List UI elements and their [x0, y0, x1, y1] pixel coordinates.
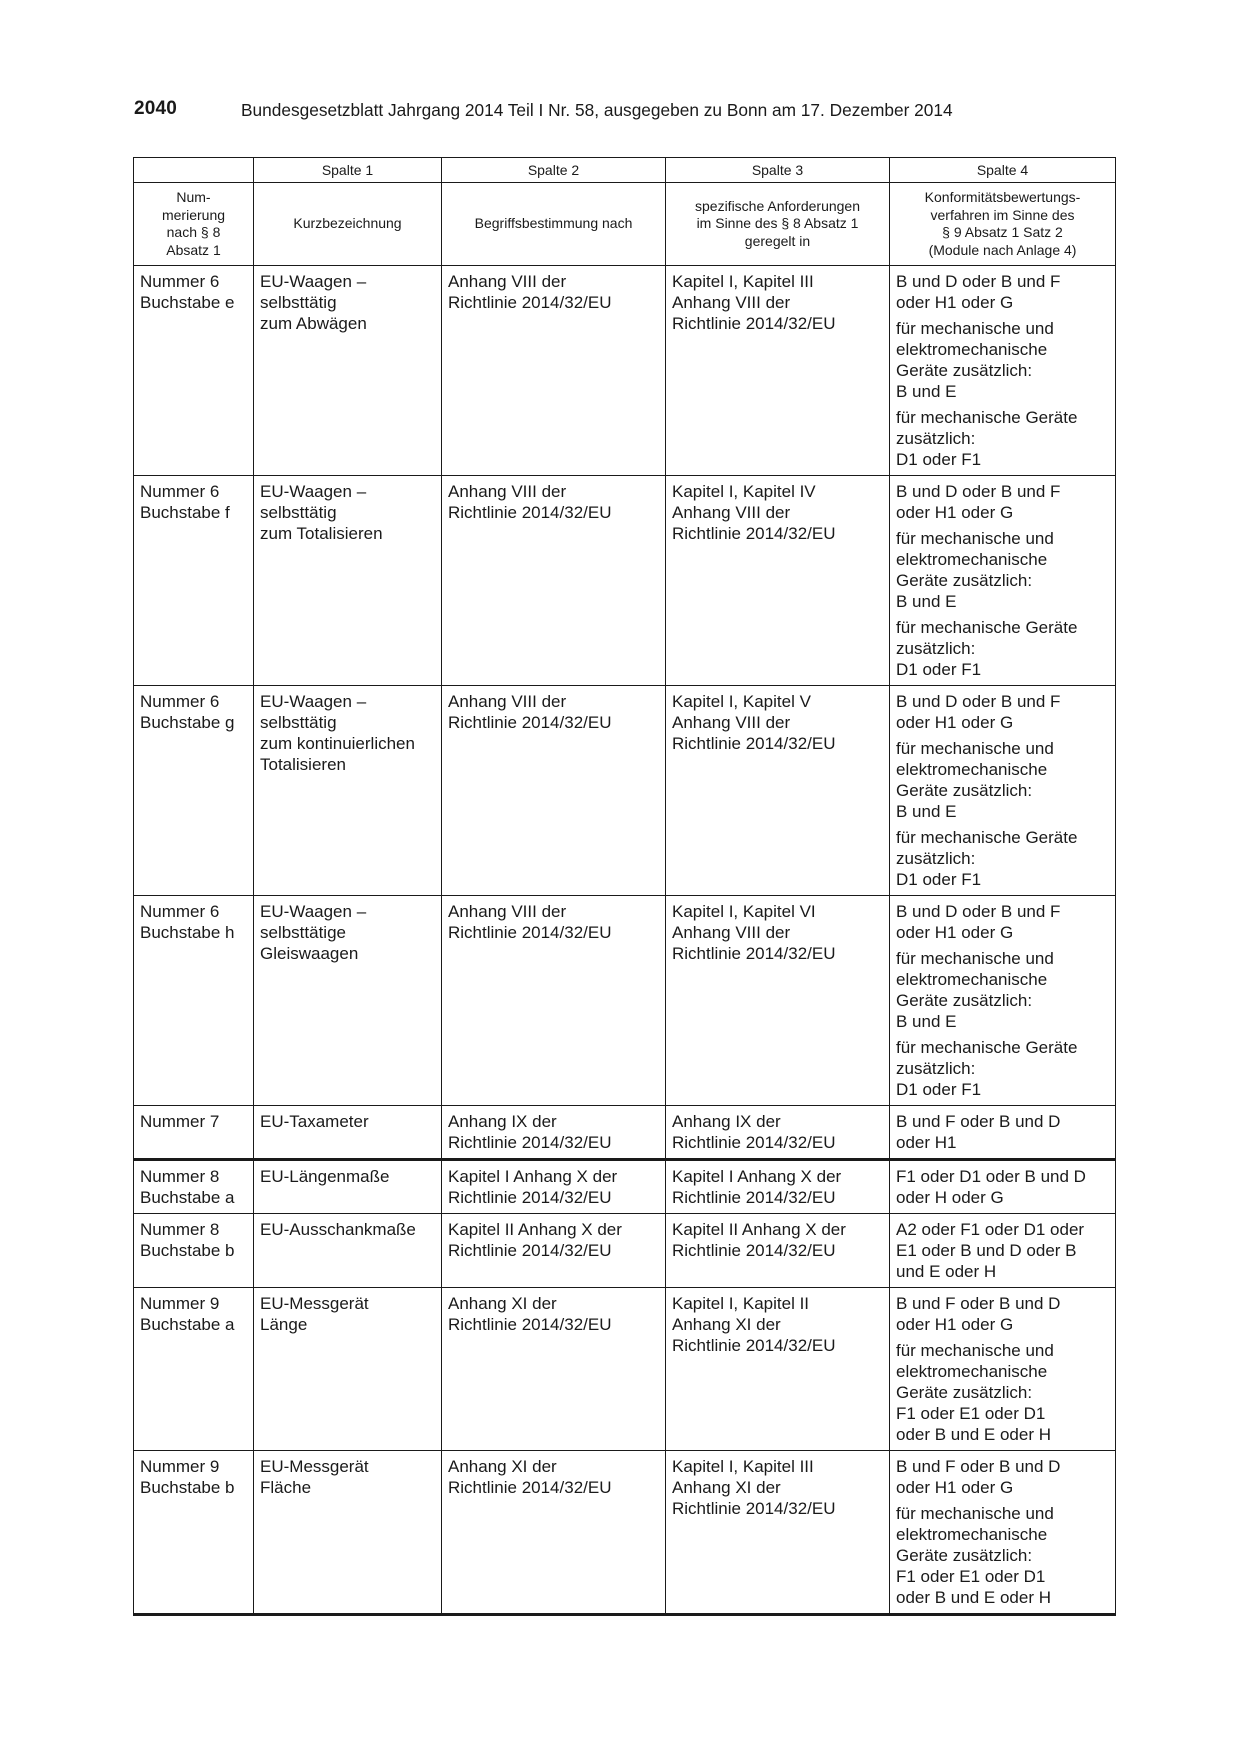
- text-line: Kapitel II Anhang X der: [672, 1220, 846, 1239]
- text-line: Kapitel I, Kapitel II: [672, 1294, 810, 1313]
- procedure-paragraph: [896, 827, 1109, 890]
- text-line: B und D oder B und F: [896, 272, 1061, 291]
- text-line: B und D oder B und F: [896, 902, 1061, 921]
- text-line: Nummer 7: [140, 1112, 220, 1131]
- text-line: Nummer 6: [140, 482, 220, 501]
- text-line: EU-Waagen –: [260, 692, 367, 711]
- text-line: Anhang XI der: [448, 1457, 557, 1476]
- procedure-paragraph: [896, 691, 1109, 733]
- text-line: B und F oder B und D: [896, 1294, 1061, 1313]
- cell-begriffsbestimmung: [442, 266, 666, 476]
- text-line: EU-Taxameter: [260, 1112, 369, 1131]
- text-line: Nummer 6: [140, 902, 220, 921]
- text-line: Absatz 1: [166, 241, 221, 258]
- text-line: F1 oder E1 oder D1: [896, 1567, 1046, 1586]
- text-line: selbsttätig: [260, 713, 337, 732]
- procedure-paragraph: [896, 1037, 1109, 1100]
- text-line: zusätzlich:: [896, 429, 976, 448]
- table-row: [134, 1451, 1116, 1615]
- text-line: EU-Längenmaße: [260, 1167, 390, 1186]
- procedure-paragraph: [896, 481, 1109, 523]
- text-line: im Sinne des § 8 Absatz 1: [696, 215, 859, 232]
- text-line: F1 oder D1 oder B und D: [896, 1167, 1086, 1186]
- text-line: Länge: [260, 1315, 308, 1334]
- procedure-paragraph: [896, 1166, 1109, 1208]
- text-line: geregelt in: [744, 232, 811, 249]
- column-header-konformitaet: [890, 183, 1116, 266]
- text-line: für mechanische und: [896, 529, 1054, 548]
- text-line: oder B und E oder H: [896, 1588, 1051, 1607]
- cell-begriffsbestimmung: [442, 686, 666, 896]
- text-line: Kapitel I, Kapitel III: [672, 272, 814, 291]
- table-row: [134, 1288, 1116, 1451]
- spalte-header-4: Spalte 4: [890, 158, 1116, 183]
- regulation-table: [133, 157, 1116, 1616]
- text-line: D1 oder F1: [896, 450, 982, 469]
- text-line: Nummer 8: [140, 1167, 220, 1186]
- procedure-paragraph: [896, 1111, 1109, 1153]
- cell-kurzbezeichnung: [254, 1160, 442, 1214]
- text-line: Anhang XI der: [672, 1315, 781, 1334]
- text-line: Kapitel I, Kapitel III: [672, 1457, 814, 1476]
- text-line: D1 oder F1: [896, 1080, 982, 1099]
- text-line: oder H1: [896, 1133, 957, 1152]
- page-header: [134, 98, 1114, 128]
- procedure-paragraph: [896, 1503, 1109, 1608]
- text-line: Geräte zusätzlich:: [896, 571, 1033, 590]
- text-line: Geräte zusätzlich:: [896, 1546, 1033, 1565]
- text-line: oder H1 oder G: [896, 293, 1014, 312]
- cell-nummerierung: [134, 896, 254, 1106]
- cell-konformitaetsbewertung: [890, 896, 1116, 1106]
- cell-anforderungen: [666, 1106, 890, 1160]
- text-line: für mechanische Geräte: [896, 828, 1078, 847]
- text-line: Richtlinie 2014/32/EU: [672, 524, 836, 543]
- cell-anforderungen: [666, 686, 890, 896]
- text-line: oder H oder G: [896, 1188, 1004, 1207]
- cell-begriffsbestimmung: [442, 1106, 666, 1160]
- cell-konformitaetsbewertung: [890, 266, 1116, 476]
- procedure-paragraph: [896, 617, 1109, 680]
- text-line: Buchstabe g: [140, 713, 235, 732]
- text-line: EU-Waagen –: [260, 902, 367, 921]
- text-line: selbsttätig: [260, 293, 337, 312]
- text-line: oder H1 oder G: [896, 923, 1014, 942]
- cell-anforderungen: [666, 1451, 890, 1615]
- column-header-anforderungen: [666, 183, 890, 266]
- text-line: Geräte zusätzlich:: [896, 991, 1033, 1010]
- text-line: Richtlinie 2014/32/EU: [672, 1499, 836, 1518]
- text-line: für mechanische und: [896, 319, 1054, 338]
- text-line: und E oder H: [896, 1262, 997, 1281]
- cell-kurzbezeichnung: [254, 266, 442, 476]
- text-line: Kapitel I, Kapitel V: [672, 692, 811, 711]
- procedure-paragraph: [896, 1456, 1109, 1498]
- cell-konformitaetsbewertung: [890, 1451, 1116, 1615]
- text-line: Kapitel I Anhang X der: [672, 1167, 842, 1186]
- text-line: Anhang VIII der: [448, 692, 567, 711]
- text-line: (Module nach Anlage 4): [928, 241, 1077, 258]
- text-line: D1 oder F1: [896, 870, 982, 889]
- text-line: Richtlinie 2014/32/EU: [672, 314, 836, 333]
- gazette-running-title: Bundesgesetzblatt Jahrgang 2014 Teil I Nr. 58, ausgegeben zu Bonn am 17. Dezember 2014: [241, 100, 953, 120]
- text-line: elektromechanische: [896, 340, 1048, 359]
- text-line: Buchstabe a: [140, 1315, 235, 1334]
- text-line: A2 oder F1 oder D1 oder: [896, 1220, 1085, 1239]
- text-line: Konformitätsbewertungs-: [924, 189, 1081, 205]
- text-line: Anhang VIII der: [672, 923, 791, 942]
- spalte-header-1: Spalte 1: [254, 158, 442, 183]
- text-line: zum kontinuierlichen: [260, 734, 415, 753]
- text-line: oder H1 oder G: [896, 1315, 1014, 1334]
- procedure-paragraph: [896, 901, 1109, 943]
- cell-nummerierung: [134, 1106, 254, 1160]
- text-line: Richtlinie 2014/32/EU: [448, 1241, 612, 1260]
- cell-konformitaetsbewertung: [890, 1106, 1116, 1160]
- text-line: Anhang IX der: [672, 1112, 781, 1131]
- text-line: merierung: [161, 206, 226, 223]
- text-line: Richtlinie 2014/32/EU: [448, 1315, 612, 1334]
- text-line: elektromechanische: [896, 970, 1048, 989]
- column-header-nummerierung: [134, 183, 254, 266]
- text-line: Richtlinie 2014/32/EU: [448, 1478, 612, 1497]
- text-line: B und E: [896, 382, 957, 401]
- table-row: [134, 1214, 1116, 1288]
- text-line: Totalisieren: [260, 755, 346, 774]
- cell-begriffsbestimmung: [442, 1160, 666, 1214]
- cell-anforderungen: [666, 266, 890, 476]
- cell-nummerierung: [134, 686, 254, 896]
- cell-konformitaetsbewertung: [890, 1288, 1116, 1451]
- text-line: B und E: [896, 592, 957, 611]
- text-line: für mechanische und: [896, 1341, 1054, 1360]
- cell-nummerierung: [134, 1288, 254, 1451]
- text-line: für mechanische und: [896, 1504, 1054, 1523]
- text-line: Anhang VIII der: [448, 482, 567, 501]
- text-line: Anhang VIII der: [448, 272, 567, 291]
- text-line: selbsttätige: [260, 923, 346, 942]
- cell-nummerierung: [134, 1451, 254, 1615]
- text-line: Nummer 9: [140, 1294, 220, 1313]
- text-line: für mechanische Geräte: [896, 618, 1078, 637]
- text-line: EU-Messgerät: [260, 1457, 369, 1476]
- text-line: selbsttätig: [260, 503, 337, 522]
- text-line: Kapitel I, Kapitel VI: [672, 902, 816, 921]
- text-line: nach § 8: [166, 224, 221, 240]
- text-line: Richtlinie 2014/32/EU: [448, 923, 612, 942]
- cell-kurzbezeichnung: [254, 1106, 442, 1160]
- text-line: Buchstabe b: [140, 1241, 235, 1260]
- text-line: für mechanische und: [896, 949, 1054, 968]
- text-line: zusätzlich:: [896, 639, 976, 658]
- text-line: für mechanische Geräte: [896, 1038, 1078, 1057]
- text-line: verfahren im Sinne des: [930, 206, 1075, 223]
- text-line: Buchstabe h: [140, 923, 235, 942]
- text-line: Geräte zusätzlich:: [896, 361, 1033, 380]
- text-line: elektromechanische: [896, 760, 1048, 779]
- text-line: B und F oder B und D: [896, 1457, 1061, 1476]
- cell-kurzbezeichnung: [254, 686, 442, 896]
- text-line: Nummer 6: [140, 272, 220, 291]
- cell-kurzbezeichnung: [254, 896, 442, 1106]
- text-line: Richtlinie 2014/32/EU: [448, 503, 612, 522]
- cell-konformitaetsbewertung: [890, 686, 1116, 896]
- table-row: [134, 476, 1116, 686]
- text-line: F1 oder E1 oder D1: [896, 1404, 1046, 1423]
- text-line: elektromechanische: [896, 1362, 1048, 1381]
- regulation-table-body: [134, 158, 1116, 1615]
- table-row: [134, 1160, 1116, 1214]
- procedure-paragraph: [896, 407, 1109, 470]
- text-line: Buchstabe f: [140, 503, 230, 522]
- text-line: Gleiswaagen: [260, 944, 359, 963]
- text-line: zum Totalisieren: [260, 524, 383, 543]
- cell-konformitaetsbewertung: [890, 1160, 1116, 1214]
- text-line: oder H1 oder G: [896, 1478, 1014, 1497]
- text-line: E1 oder B und D oder B: [896, 1241, 1077, 1260]
- text-line: B und D oder B und F: [896, 692, 1061, 711]
- text-line: Anhang VIII der: [672, 293, 791, 312]
- text-line: B und F oder B und D: [896, 1112, 1061, 1131]
- cell-kurzbezeichnung: [254, 1214, 442, 1288]
- text-line: EU-Messgerät: [260, 1294, 369, 1313]
- text-line: für mechanische und: [896, 739, 1054, 758]
- cell-anforderungen: [666, 1214, 890, 1288]
- text-line: Fläche: [260, 1478, 312, 1497]
- table-row: [134, 896, 1116, 1106]
- table-row: [134, 1106, 1116, 1160]
- text-line: elektromechanische: [896, 550, 1048, 569]
- text-line: Anhang XI der: [448, 1294, 557, 1313]
- cell-begriffsbestimmung: [442, 476, 666, 686]
- text-line: Anhang VIII der: [672, 713, 791, 732]
- cell-nummerierung: [134, 266, 254, 476]
- cell-anforderungen: [666, 896, 890, 1106]
- text-line: Kapitel II Anhang X der: [448, 1220, 622, 1239]
- text-line: Richtlinie 2014/32/EU: [672, 1133, 836, 1152]
- spalte-header-empty: [134, 158, 254, 183]
- cell-nummerierung: [134, 1160, 254, 1214]
- text-line: EU-Ausschankmaße: [260, 1220, 416, 1239]
- text-line: B und D oder B und F: [896, 482, 1061, 501]
- text-line: Anhang VIII der: [672, 503, 791, 522]
- text-line: Richtlinie 2014/32/EU: [448, 1133, 612, 1152]
- text-line: § 9 Absatz 1 Satz 2: [942, 224, 1063, 240]
- text-line: Richtlinie 2014/32/EU: [672, 734, 836, 753]
- text-line: spezifische Anforderungen: [695, 197, 860, 214]
- text-line: Nummer 8: [140, 1220, 220, 1239]
- text-line: EU-Waagen –: [260, 272, 367, 291]
- text-line: Nummer 6: [140, 692, 220, 711]
- cell-anforderungen: [666, 476, 890, 686]
- procedure-paragraph: [896, 1293, 1109, 1335]
- table-row: [134, 686, 1116, 896]
- cell-anforderungen: [666, 1288, 890, 1451]
- text-line: Begriffsbestimmung nach: [474, 215, 633, 232]
- cell-konformitaetsbewertung: [890, 1214, 1116, 1288]
- text-line: Buchstabe a: [140, 1188, 235, 1207]
- text-line: Richtlinie 2014/32/EU: [672, 944, 836, 963]
- text-line: Kurzbezeichnung: [293, 215, 402, 232]
- text-line: Buchstabe e: [140, 293, 235, 312]
- procedure-paragraph: [896, 528, 1109, 612]
- column-header-kurzbezeichnung: [254, 183, 442, 266]
- text-line: Nummer 9: [140, 1457, 220, 1476]
- text-line: Kapitel I Anhang X der: [448, 1167, 618, 1186]
- text-line: für mechanische Geräte: [896, 408, 1078, 427]
- cell-begriffsbestimmung: [442, 1451, 666, 1615]
- text-line: Kapitel I, Kapitel IV: [672, 482, 816, 501]
- cell-begriffsbestimmung: [442, 1214, 666, 1288]
- text-line: Geräte zusätzlich:: [896, 781, 1033, 800]
- text-line: Buchstabe b: [140, 1478, 235, 1497]
- cell-anforderungen: [666, 1160, 890, 1214]
- spalte-header-3: Spalte 3: [666, 158, 890, 183]
- text-line: D1 oder F1: [896, 660, 982, 679]
- text-line: zum Abwägen: [260, 314, 367, 333]
- text-line: oder B und E oder H: [896, 1425, 1051, 1444]
- text-line: Anhang IX der: [448, 1112, 557, 1131]
- page-number: 2040: [134, 98, 178, 119]
- spalte-header-2: Spalte 2: [442, 158, 666, 183]
- cell-begriffsbestimmung: [442, 896, 666, 1106]
- cell-kurzbezeichnung: [254, 1288, 442, 1451]
- text-line: Anhang XI der: [672, 1478, 781, 1497]
- procedure-paragraph: [896, 738, 1109, 822]
- text-line: oder H1 oder G: [896, 503, 1014, 522]
- text-line: Anhang VIII der: [448, 902, 567, 921]
- text-line: Richtlinie 2014/32/EU: [448, 713, 612, 732]
- procedure-paragraph: [896, 318, 1109, 402]
- text-line: elektromechanische: [896, 1525, 1048, 1544]
- text-line: zusätzlich:: [896, 1059, 976, 1078]
- text-line: oder H1 oder G: [896, 713, 1014, 732]
- cell-nummerierung: [134, 1214, 254, 1288]
- procedure-paragraph: [896, 1219, 1109, 1282]
- text-line: Geräte zusätzlich:: [896, 1383, 1033, 1402]
- procedure-paragraph: [896, 271, 1109, 313]
- text-line: EU-Waagen –: [260, 482, 367, 501]
- text-line: Richtlinie 2014/32/EU: [672, 1336, 836, 1355]
- cell-kurzbezeichnung: [254, 476, 442, 686]
- text-line: Richtlinie 2014/32/EU: [448, 1188, 612, 1207]
- spalten-row: [134, 158, 1116, 183]
- text-line: Richtlinie 2014/32/EU: [672, 1188, 836, 1207]
- text-line: B und E: [896, 802, 957, 821]
- column-headers-row: [134, 183, 1116, 266]
- text-line: Richtlinie 2014/32/EU: [448, 293, 612, 312]
- column-header-begriffsbestimmung: [442, 183, 666, 266]
- text-line: Richtlinie 2014/32/EU: [672, 1241, 836, 1260]
- cell-nummerierung: [134, 476, 254, 686]
- text-line: B und E: [896, 1012, 957, 1031]
- text-line: zusätzlich:: [896, 849, 976, 868]
- procedure-paragraph: [896, 1340, 1109, 1445]
- cell-konformitaetsbewertung: [890, 476, 1116, 686]
- cell-begriffsbestimmung: [442, 1288, 666, 1451]
- table-row: [134, 266, 1116, 476]
- procedure-paragraph: [896, 948, 1109, 1032]
- cell-kurzbezeichnung: [254, 1451, 442, 1615]
- text-line: Num-: [176, 189, 211, 205]
